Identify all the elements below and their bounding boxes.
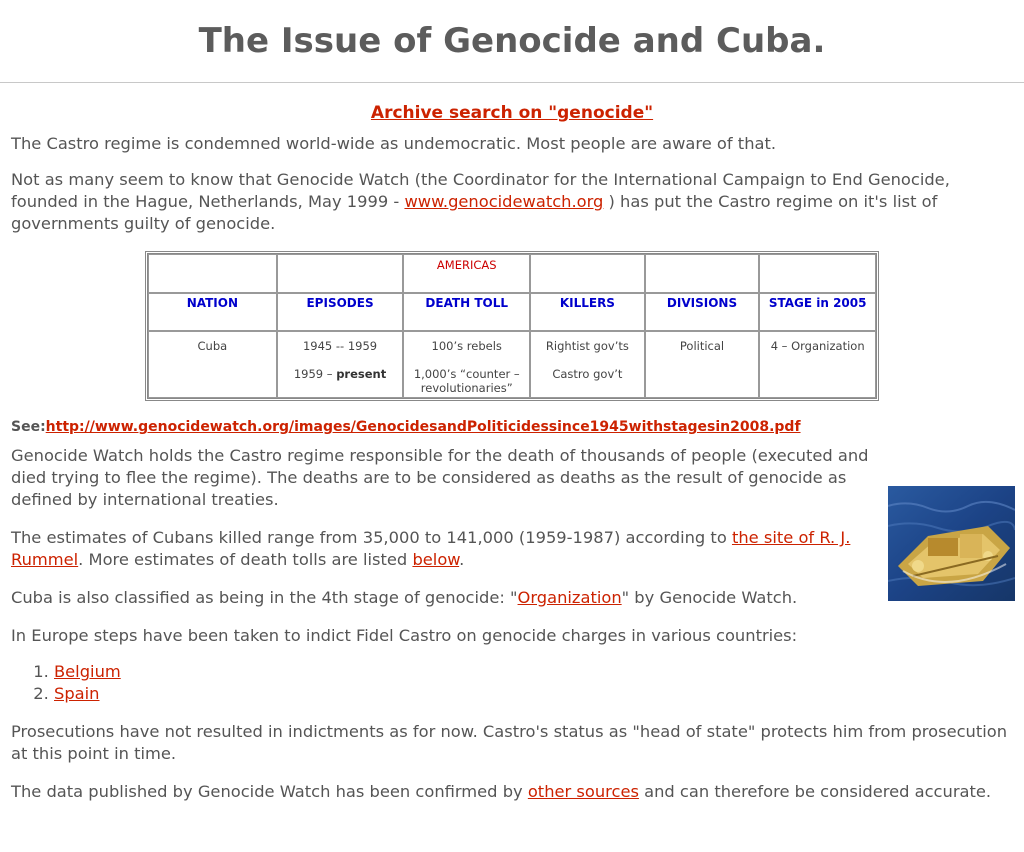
belgium-link[interactable]: Belgium (54, 662, 121, 681)
table-row (148, 254, 876, 293)
page-header (0, 0, 1024, 83)
toll-1: 100’s rebels (431, 339, 502, 353)
page-title: The Issue of Genocide and Cuba. (198, 21, 826, 61)
confirmation-paragraph (11, 781, 1013, 803)
episode-2 (281, 367, 400, 381)
responsibility-paragraph: Genocide Watch holds the Castro regime responsible for the death of thousands of people (executed and died trying to flee the regime). The deaths are to be considered as deaths as the result of genocide as defined by international treaties. (11, 446, 869, 509)
text: . More estimates of death tolls are listed (78, 550, 413, 569)
killers-1: Rightist gov’ts (545, 339, 629, 353)
table-header-row (148, 293, 876, 331)
other-sources-link[interactable]: other sources (527, 782, 639, 801)
killers-2: Castro gov’t (552, 367, 623, 381)
cell-nation (148, 331, 277, 398)
countries-list (11, 661, 1013, 705)
rummel-link[interactable]: the site of R. J. Rummel (11, 528, 851, 569)
text: The estimates of Cubans killed range from 35,000 to 141,000 (1959-1987) according to (11, 528, 732, 547)
see-reference (11, 419, 1013, 435)
header-stage: STAGE in 2005 (759, 293, 876, 331)
main-content (0, 103, 1024, 803)
episode-1: 1945 -- 1959 (302, 339, 378, 353)
episode-2-present: present (336, 367, 387, 381)
text: . (459, 550, 465, 569)
europe-paragraph: In Europe steps have been taken to indict Fidel Castro on genocide charges in various countries: (11, 626, 798, 645)
raft-image-icon (888, 486, 1015, 601)
cell-episodes (277, 331, 404, 398)
header-episodes: EPISODES (277, 293, 404, 331)
table-row (148, 331, 876, 398)
text: Cuba is also classified as being in the 4th stage of genocide: " (11, 588, 518, 607)
archive-search (11, 103, 1013, 123)
episode-2-years: 1959 – (293, 367, 337, 381)
cell-divisions (645, 331, 760, 398)
stage-paragraph (11, 587, 1013, 609)
nation-value: Cuba (197, 339, 228, 353)
header-divisions: DIVISIONS (645, 293, 760, 331)
estimates-paragraph (11, 527, 881, 571)
text: Not as many seem to know that Genocide Watch (the Coordinator for the International Campaign to End Genocide, founded in the Hague, Netherlands, May 1999 - (11, 170, 950, 211)
division-value: Political (679, 339, 725, 353)
table-cell (148, 254, 277, 293)
header-nation: NATION (148, 293, 277, 331)
intro-paragraph: The Castro regime is condemned world-wide as undemocratic. Most people are aware of that. (11, 134, 777, 153)
table-cell (530, 254, 645, 293)
organization-link[interactable]: Organization (517, 588, 622, 607)
text: and can therefore be considered accurate. (638, 782, 992, 801)
stage-value: 4 – Organization (770, 339, 865, 353)
text: ) has put the Castro regime on it's list of governments guilty of genocide. (11, 192, 938, 233)
cell-stage (759, 331, 876, 398)
genocide-table (145, 251, 879, 401)
genocide-watch-paragraph (11, 169, 1013, 235)
genocidewatch-pdf-link[interactable]: http://www.genocidewatch.org/images/GenocidesandPoliticidessince1945withstagesin2008.pdf (45, 419, 801, 435)
table-cell (277, 254, 404, 293)
cell-death-toll (403, 331, 530, 398)
table-cell (645, 254, 760, 293)
text: " by Genocide Watch. (621, 588, 798, 607)
cell-killers (530, 331, 645, 398)
see-label: See: (11, 419, 46, 435)
region-label: AMERICAS (403, 254, 530, 293)
list-item (54, 661, 1013, 683)
header-killers: KILLERS (530, 293, 645, 331)
table-cell (759, 254, 876, 293)
raft-photo (888, 486, 1015, 601)
table-wrapper (11, 251, 1013, 401)
archive-search-link[interactable]: Archive search on "genocide" (370, 103, 654, 123)
genocidewatch-link[interactable]: www.genocidewatch.org (404, 192, 604, 211)
list-item (54, 683, 1013, 705)
toll-2: 1,000’s “counter – revolutionaries” (413, 367, 520, 395)
spain-link[interactable]: Spain (54, 684, 100, 703)
header-death-toll: DEATH TOLL (403, 293, 530, 331)
below-link[interactable]: below (412, 550, 460, 569)
text: The data published by Genocide Watch has been confirmed by (11, 782, 528, 801)
prosecutions-paragraph: Prosecutions have not resulted in indictments as for now. Castro's status as "head of state" protects him from prosecution at this point in time. (11, 722, 1008, 763)
